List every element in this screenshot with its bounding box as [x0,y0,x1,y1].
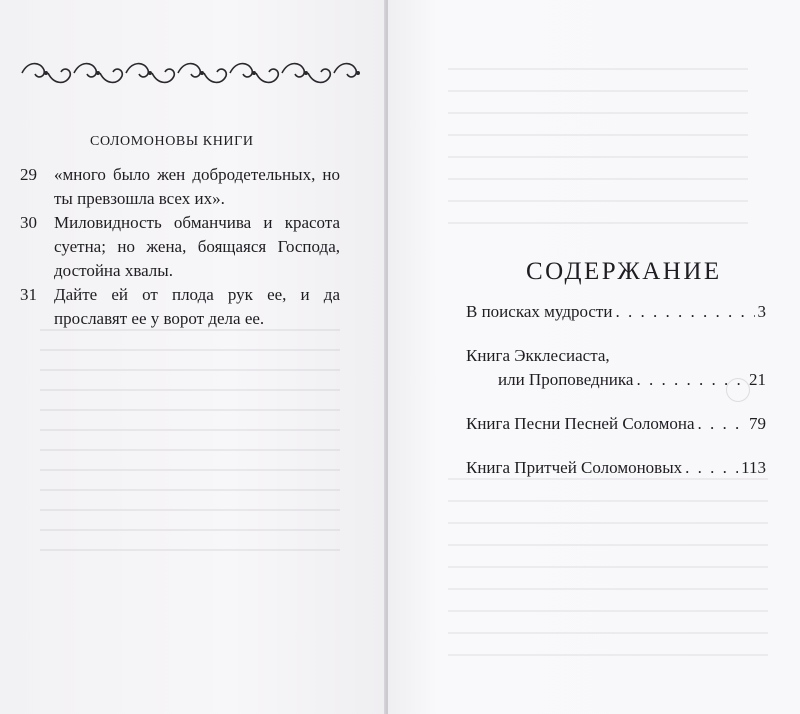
running-head: СОЛОМОНОВЫ КНИГИ [90,134,254,149]
faint-stamp-icon [726,378,750,402]
toc-entry [466,344,766,392]
bleed-through-texture [448,470,768,670]
table-of-contents [466,300,766,500]
verse-text: Дайте ей от плода рук ее, и да прославят ее у ворот дела ее. [54,285,340,328]
toc-entry-title: В поисках мудрости [466,302,613,321]
dot-leader [615,300,754,324]
toc-page-number: 113 [741,458,766,477]
verse-text: «много было жен добродетельных, но ты превзошла всех их». [54,165,340,208]
toc-page-number: 21 [749,370,766,389]
verse-number: 30 [20,213,37,232]
left-page [0,0,386,714]
verse-31 [20,283,340,331]
dot-leader [685,456,738,480]
toc-entry [466,300,766,324]
toc-entry [466,412,766,436]
toc-title: СОДЕРЖАНИЕ [526,258,722,285]
decorative-ornament-icon [18,56,370,90]
toc-page-number: 79 [749,414,766,433]
dot-leader [698,412,747,436]
verse-text: Миловидность обманчива и красота суетна; но жена, боящаяся Господа, достойна хвалы. [54,213,340,280]
toc-entry-title: Книга Экклесиаста, [466,346,610,365]
verse-30 [20,211,340,283]
verse-list [20,163,340,331]
toc-entry-title: Книга Притчей Соломоновых [466,458,683,477]
verse-29 [20,163,340,211]
toc-page-number: 3 [757,302,766,321]
toc-entry-continuation: или Проповедника [498,370,634,389]
toc-entry [466,456,766,480]
toc-entry-title: Книга Песни Песней Соломона [466,414,695,433]
bleed-through-texture [40,320,340,560]
bleed-through-texture [448,60,748,230]
verse-number: 29 [20,165,37,184]
verse-number: 31 [20,285,37,304]
